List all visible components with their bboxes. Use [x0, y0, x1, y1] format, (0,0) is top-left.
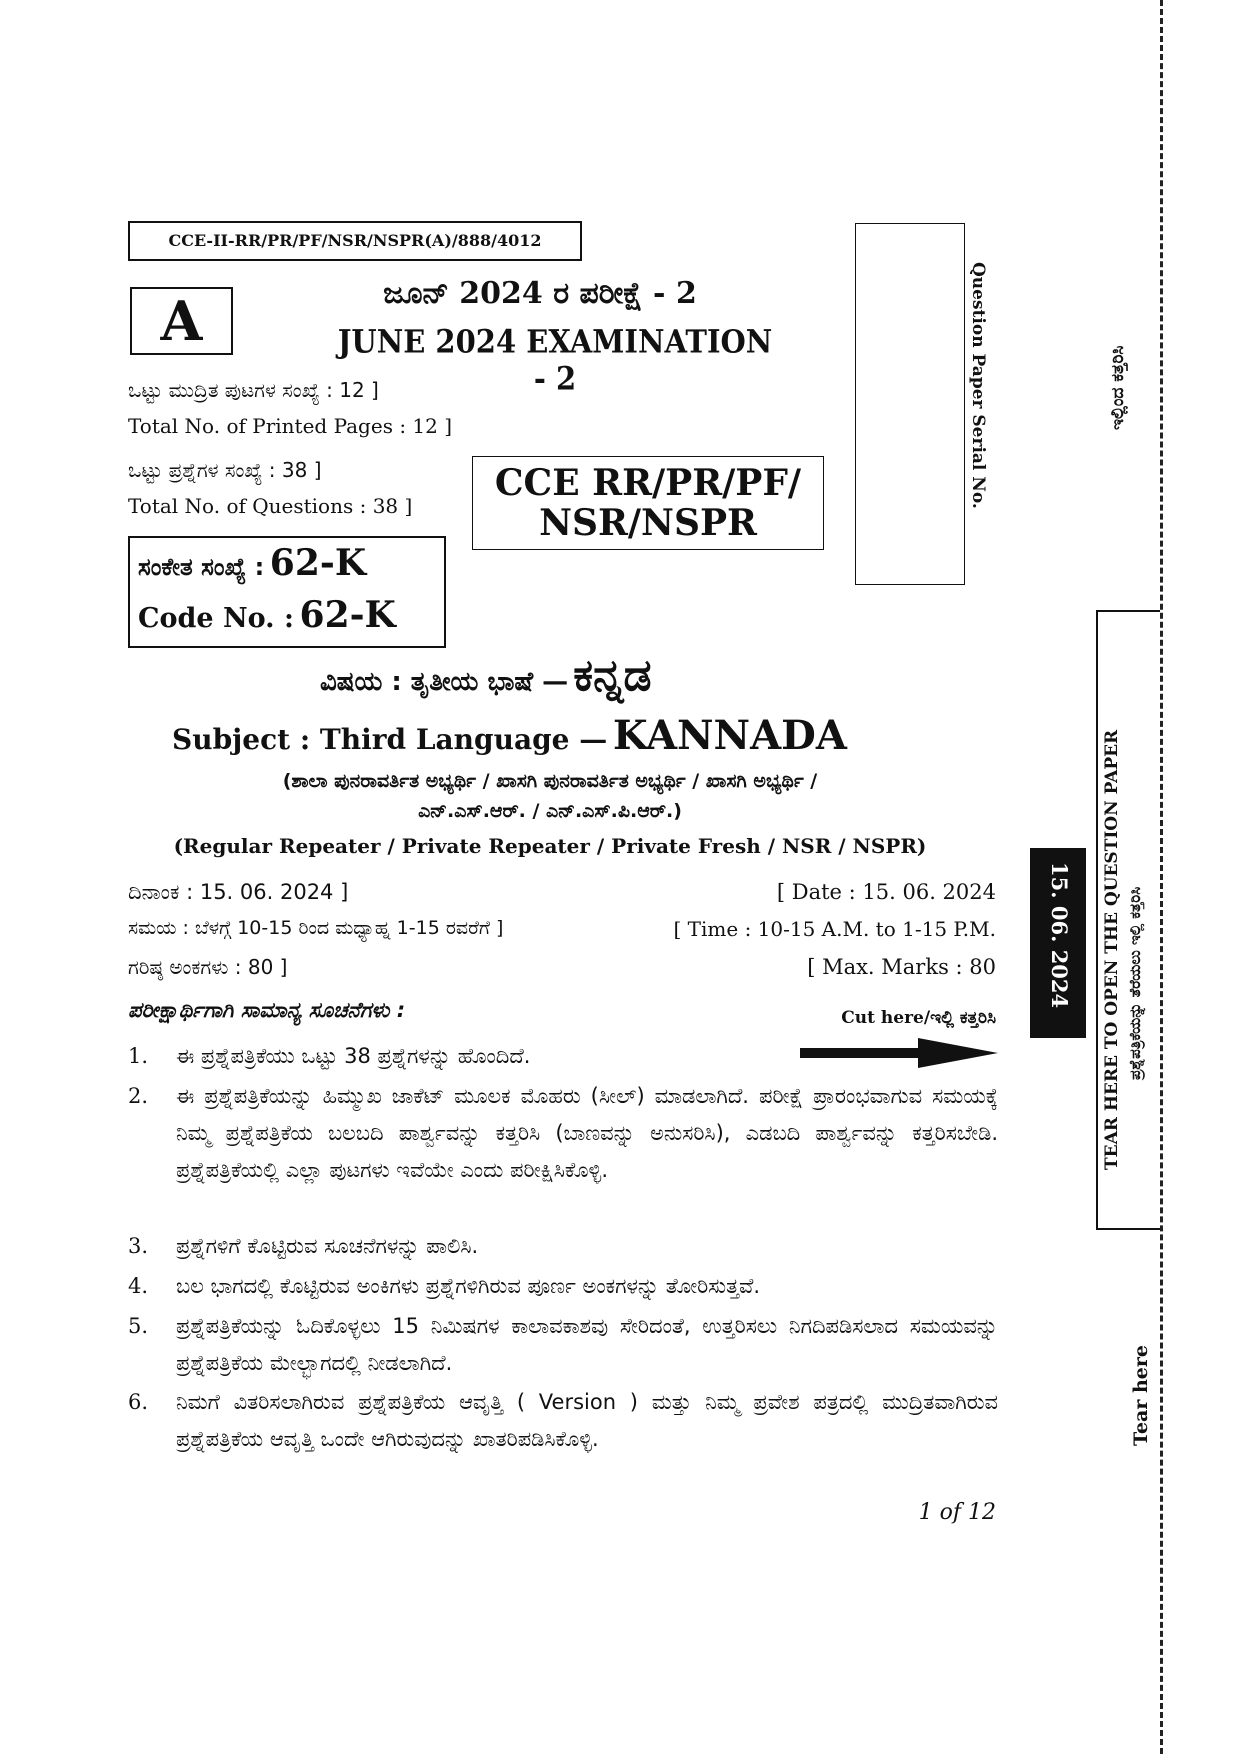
tear-box-text-kn: ಪ್ರಶ್ನೆಪತ್ರಿಕೆಯನ್ನು ತೆರೆಯಲು ಇಲ್ಲಿ ಕತ್ತರಿಸಿ — [1126, 886, 1144, 1080]
subject-en-row — [172, 712, 952, 759]
date-tab-text: 15. 06. 2024 — [1047, 862, 1072, 1009]
instruction-text: ಈ ಪ್ರಶ್ನೆಪತ್ರಿಕೆಯನ್ನು ಹಿಮ್ಮುಖ ಜಾಕೆಟ್ ಮೂಲಕ ಮೊಹರು (ಸೀಲ್) ಮಾಡಲಾಗಿದೆ. ಪರೀಕ್ಷೆ ಪ್ರಾರಂಭವಾಗುವ ಸಮಯಕ್ಕೆ ನಿಮ್ಮ ಪ್ರಶ್ನೆಪತ್ರಿಕೆಯ ಬಲಬದಿ ಪಾರ್ಶ್ವವನ್ನು ಕತ್ತರಿಸಿ (ಬಾಣವನ್ನು ಅನುಸರಿಸಿ), ಎಡಬದಿ ಪಾರ್ಶ್ವವನ್ನು ಕತ್ತರಿಸಬೇಡಿ. ಪ್ರಶ್ನೆಪತ್ರಿಕೆಯಲ್ಲಿ ಎಲ್ಲಾ ಪುಟಗಳು ಇವೆಯೇ ಎಂದು ಪರೀಕ್ಷಿಸಿಕೊಳ್ಳಿ. — [176, 1084, 998, 1182]
instruction-number: 1. — [128, 1044, 149, 1068]
code-en-row — [138, 594, 396, 636]
subject-en-main: KANNADA — [612, 712, 847, 759]
subject-kn-prefix: ವಿಷಯ : ತೃತೀಯ ಭಾಷೆ — — [320, 667, 569, 697]
candidates-kn-1: (ಶಾಲಾ ಪುನರಾವರ್ತಿತ ಅಭ್ಯರ್ಥಿ / ಖಾಸಗಿ ಪುನರಾವರ್ತಿತ ಅಭ್ಯರ್ಥಿ / ಖಾಸಗಿ ಅಭ್ಯರ್ಥಿ / — [282, 770, 818, 792]
serial-number-box — [855, 223, 965, 585]
instruction-item — [128, 1384, 998, 1458]
page-number: 1 of 12 — [918, 1500, 996, 1525]
tear-here-label: Tear here — [1130, 1345, 1152, 1446]
code-kn-value: 62-K — [269, 542, 367, 584]
exam-title-kn: ಜೂನ್ 2024 ರ ಪರೀಕ್ಷೆ - 2 — [383, 276, 697, 311]
pages-en: Total No. of Printed Pages : 12 ] — [128, 414, 453, 438]
instruction-text: ಬಲ ಭಾಗದಲ್ಲಿ ಕೊಟ್ಟಿರುವ ಅಂಕಿಗಳು ಪ್ರಶ್ನೆಗಳಿಗಿರುವ ಪೂರ್ಣ ಅಂಕಗಳನ್ನು ತೋರಿಸುತ್ತವೆ. — [176, 1274, 761, 1298]
instruction-number: 3. — [128, 1234, 149, 1258]
instruction-text: ಪ್ರಶ್ನೆಪತ್ರಿಕೆಯನ್ನು ಓದಿಕೊಳ್ಳಲು 15 ನಿಮಿಷಗಳ ಕಾಲಾವಕಾಶವು ಸೇರಿದಂತೆ, ಉತ್ತರಿಸಲು ನಿಗದಿಪಡಿಸಲಾದ ಸಮಯವನ್ನು ಪ್ರಶ್ನೆಪತ್ರಿಕೆಯ ಮೇಲ್ಭಾಗದಲ್ಲಿ ನೀಡಲಾಗಿದೆ. — [176, 1314, 998, 1375]
serial-number-label: Question Paper Serial No. — [968, 262, 988, 509]
version-letter-box — [130, 287, 233, 355]
subject-en-prefix: Subject : Third Language — — [172, 723, 608, 756]
exam-title-en: JUNE 2024 EXAMINATION - 2 — [337, 322, 773, 398]
instruction-number: 6. — [128, 1390, 149, 1414]
instruction-text: ಈ ಪ್ರಶ್ನೆಪತ್ರಿಕೆಯು ಒಟ್ಟು 38 ಪ್ರಶ್ನೆಗಳನ್ನು ಹೊಂದಿದೆ. — [176, 1044, 531, 1068]
code-en-value: 62-K — [299, 594, 396, 636]
instruction-text: ನಿಮಗೆ ವಿತರಿಸಲಾಗಿರುವ ಪ್ರಶ್ನೆಪತ್ರಿಕೆಯ ಆವೃತ್ತಿ ( Version ) ಮತ್ತು ನಿಮ್ಮ ಪ್ರವೇಶ ಪತ್ರದಲ್ಲಿ ಮುದ್ರಿತವಾಗಿರುವ ಪ್ರಶ್ನೆಪತ್ರಿಕೆಯ ಆವೃತ್ತಿ ಒಂದೇ ಆಗಿರುವುದನ್ನು ಖಾತರಿಪಡಿಸಿಕೊಳ್ಳಿ. — [176, 1390, 998, 1451]
category-line-2: NSR/NSPR — [539, 502, 757, 544]
code-en-label: Code No. : — [138, 603, 294, 634]
pages-kn: ಒಟ್ಟು ಮುದ್ರಿತ ಪುಟಗಳ ಸಂಖ್ಯೆ : 12 ] — [128, 378, 379, 402]
paper-code-box — [128, 221, 582, 261]
paper-code: CCE-II-RR/PR/PF/NSR/NSPR(A)/888/4012 — [168, 231, 542, 250]
instruction-item — [128, 1038, 998, 1075]
instruction-number: 2. — [128, 1084, 149, 1108]
instruction-number: 5. — [128, 1314, 149, 1338]
questions-en: Total No. of Questions : 38 ] — [128, 494, 413, 518]
instruction-item — [128, 1268, 998, 1305]
tear-box-text-en: TEAR HERE TO OPEN THE QUESTION PAPER — [1102, 729, 1122, 1170]
instruction-item — [128, 1308, 998, 1382]
code-number-box — [128, 536, 446, 648]
date-kn: ದಿನಾಂಕ : 15. 06. 2024 ] — [128, 880, 349, 904]
category-line-1: CCE RR/PR/PF/ — [494, 462, 802, 504]
margin-cut-label: ಇಲ್ಲಿಂದ ಕತ್ತರಿಸಿ — [1108, 345, 1128, 430]
cut-here-label: Cut here/ಇಲ್ಲಿ ಕತ್ತರಿಸಿ — [841, 1008, 996, 1028]
candidates-kn-2: ಎನ್.ಎಸ್.ಆರ್. / ಎನ್.ಎಸ್.ಪಿ.ಆರ್.) — [418, 800, 682, 822]
date-en: [ Date : 15. 06. 2024 — [776, 880, 996, 904]
code-kn-row — [138, 542, 366, 584]
questions-kn: ಒಟ್ಟು ಪ್ರಶ್ನೆಗಳ ಸಂಖ್ಯೆ : 38 ] — [128, 458, 322, 482]
marks-en: [ Max. Marks : 80 — [807, 955, 996, 979]
category-box — [472, 456, 824, 550]
marks-kn: ಗರಿಷ್ಠ ಅಂಕಗಳು : 80 ] — [128, 955, 288, 979]
version-letter: A — [160, 289, 203, 353]
instruction-number: 4. — [128, 1274, 149, 1298]
instruction-item — [128, 1078, 998, 1189]
tear-line — [1160, 0, 1163, 1754]
code-kn-label: ಸಂಕೇತ ಸಂಖ್ಯೆ : — [138, 553, 265, 581]
instructions-heading: ಪರೀಕ್ಷಾರ್ಥಿಗಾಗಿ ಸಾಮಾನ್ಯ ಸೂಚನೆಗಳು : — [128, 998, 406, 1022]
instruction-text: ಪ್ರಶ್ನೆಗಳಿಗೆ ಕೊಟ್ಟಿರುವ ಸೂಚನೆಗಳನ್ನು ಪಾಲಿಸಿ. — [176, 1234, 479, 1258]
time-kn: ಸಮಯ : ಬೆಳಗ್ಗೆ 10-15 ರಿಂದ ಮಧ್ಯಾಹ್ನ 1-15 ರವರೆಗೆ ] — [128, 917, 504, 939]
subject-kn-row — [320, 650, 820, 701]
instruction-item — [128, 1228, 998, 1265]
time-en: [ Time : 10-15 A.M. to 1-15 P.M. — [673, 917, 996, 941]
candidates-en: (Regular Repeater / Private Repeater / Private Fresh / NSR / NSPR) — [173, 834, 927, 858]
subject-kn-main: ಕನ್ನಡ — [573, 650, 652, 701]
